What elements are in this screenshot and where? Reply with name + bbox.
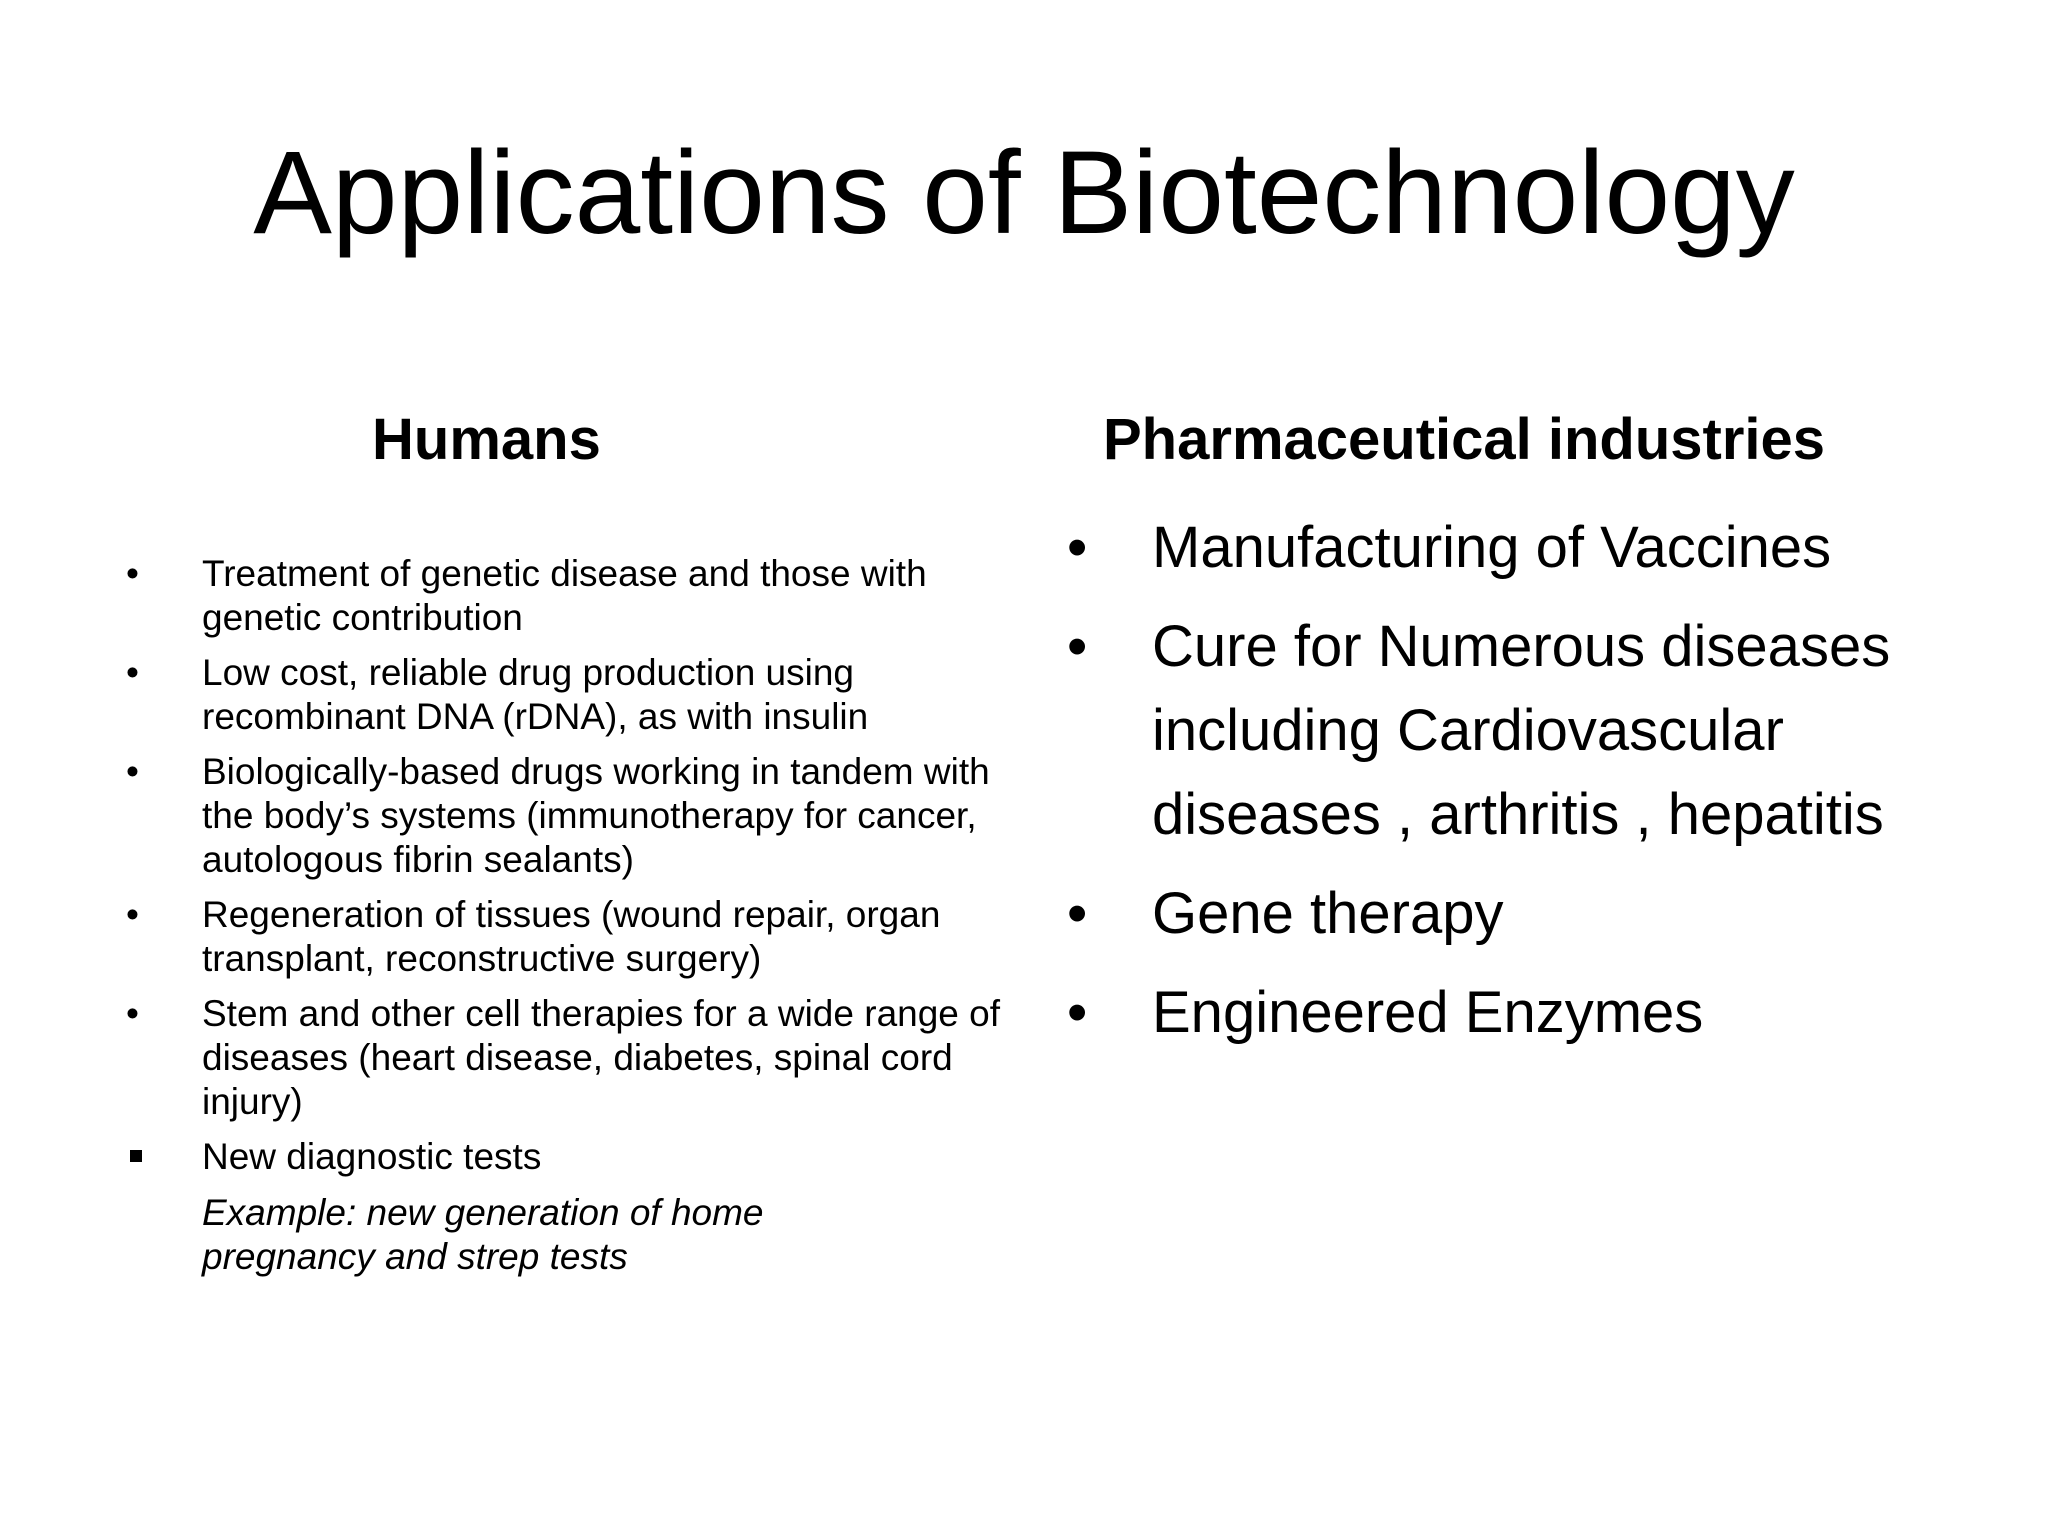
list-item-text: Manufacturing of Vaccines: [1152, 515, 1832, 580]
bullet-icon: •: [1067, 614, 1088, 679]
list-item-text: Low cost, reliable drug production using recombinant DNA (rDNA), as with insulin: [202, 652, 869, 737]
list-item: [120, 893, 1000, 981]
list-item: [1062, 971, 2022, 1055]
list-item-text: Engineered Enzymes: [1152, 980, 1704, 1045]
list-item: [120, 992, 1000, 1124]
list-item: [120, 552, 1000, 640]
slide-title: Applications of Biotechnology: [253, 127, 1795, 259]
humans-list: [120, 552, 1000, 1290]
list-item-text: Stem and other cell therapies for a wide range of diseases (heart disease, diabetes, spinal cord injury): [202, 993, 1001, 1122]
list-item-text: Gene therapy: [1152, 881, 1504, 946]
bullet-icon: •: [126, 553, 139, 594]
list-item-text: Treatment of genetic disease and those with genetic contribution: [202, 553, 927, 638]
bullet-icon: •: [1067, 881, 1088, 946]
list-item: [1062, 605, 2022, 857]
pharma-list: [1062, 506, 2022, 1070]
example-text: Example: new generation of home pregnancy and strep tests: [202, 1192, 764, 1277]
list-item: [120, 750, 1000, 882]
list-item: [120, 651, 1000, 739]
bullet-icon: •: [126, 751, 139, 792]
bullet-icon: •: [1067, 515, 1088, 580]
list-item-text: Cure for Numerous diseases including Cardiovascular diseases , arthritis , hepatitis: [1152, 614, 1891, 847]
bullet-icon: •: [126, 993, 139, 1034]
list-item: [120, 1135, 1000, 1279]
bullet-icon: •: [1067, 980, 1088, 1045]
humans-heading: Humans: [372, 407, 601, 472]
bullet-icon: •: [126, 652, 139, 693]
bullet-icon: •: [126, 894, 139, 935]
list-item-text: New diagnostic tests: [202, 1136, 542, 1177]
square-bullet-icon: [130, 1150, 142, 1162]
pharma-heading: Pharmaceutical industries: [1103, 407, 1826, 472]
list-item-text: Regeneration of tissues (wound repair, organ transplant, reconstructive surgery): [202, 894, 941, 979]
list-item-text: Biologically-based drugs working in tandem with the body’s systems (immunotherapy for cancer, autologous fibrin sealants): [202, 751, 990, 880]
list-item: [1062, 872, 2022, 956]
list-item: [1062, 506, 2022, 590]
